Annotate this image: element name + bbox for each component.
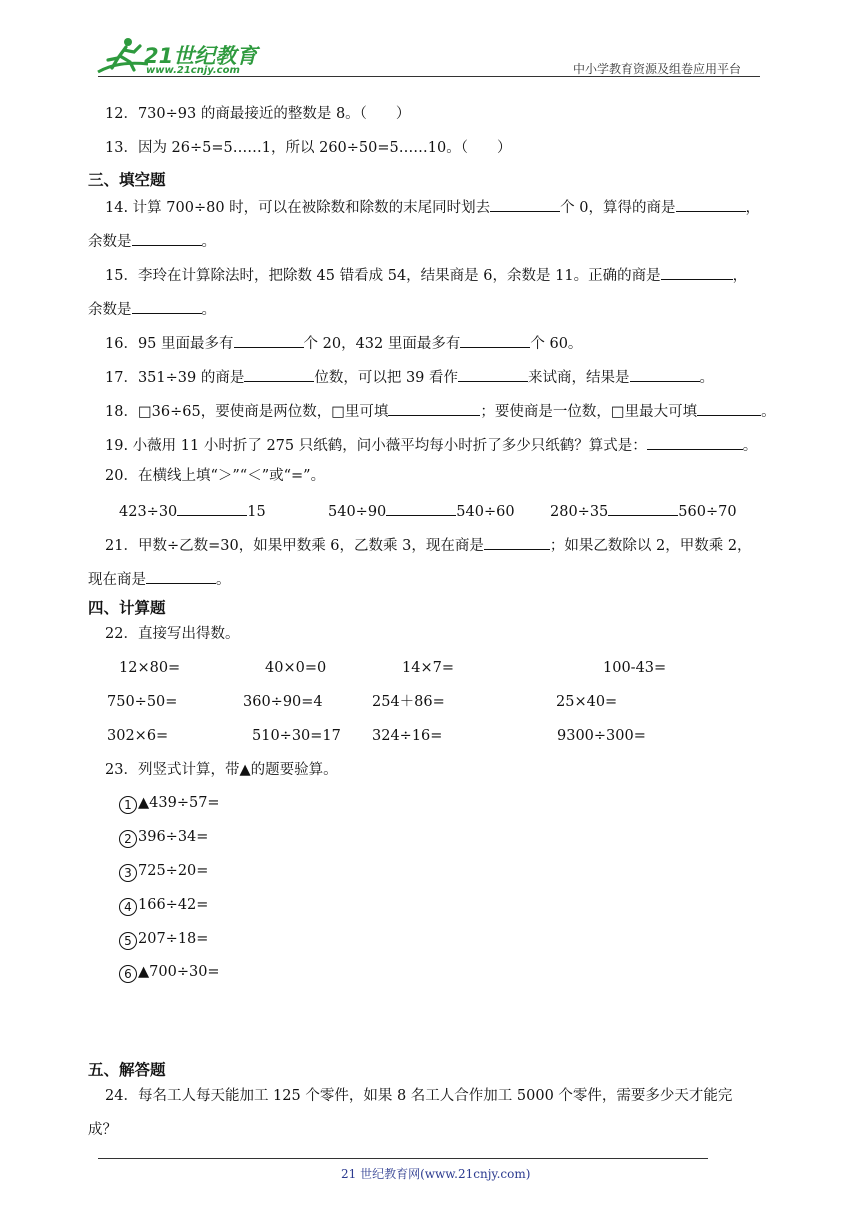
circled-number: 3 bbox=[119, 864, 137, 882]
answer-blank[interactable] bbox=[697, 400, 761, 416]
calc-item: 40×0=0 bbox=[265, 660, 327, 676]
calc-item: 9300÷300= bbox=[557, 728, 646, 744]
vertical-calc-item bbox=[119, 793, 220, 814]
question-16-text-c: 个 60。 bbox=[530, 336, 583, 352]
calc-item: 750÷50= bbox=[107, 694, 178, 710]
answer-blank[interactable] bbox=[661, 264, 733, 280]
circled-number: 5 bbox=[119, 932, 137, 950]
calc-item: 100-43= bbox=[603, 660, 667, 676]
vertical-calc-item bbox=[119, 895, 208, 916]
platform-name: 中小学教育资源及组卷应用平台 bbox=[573, 62, 742, 76]
question-24-line-1: 24．每名工人每天能加工 125 个零件，如果 8 名工人合作加工 5000 个零件，需要多少天才能完 bbox=[105, 1088, 733, 1104]
vertical-calc-text: 396÷34= bbox=[138, 829, 209, 845]
question-12: 12．730÷93 的商最接近的整数是 8。（ ） bbox=[105, 106, 411, 122]
question-14-text-b: 个 0，算得的商是 bbox=[560, 200, 676, 216]
question-14-text-c: ， bbox=[745, 200, 761, 216]
question-15-text-b: ， bbox=[732, 268, 748, 284]
vertical-calc-text: 725÷20= bbox=[138, 863, 209, 879]
vertical-calc-text: ▲700÷30= bbox=[138, 964, 220, 980]
question-18-text-c: 。 bbox=[761, 404, 776, 420]
question-21-text-a: 21．甲数÷乙数=30，如果甲数乘 6，乙数乘 3，现在商是 bbox=[105, 538, 484, 554]
circled-number: 4 bbox=[119, 898, 137, 916]
vertical-calc-item bbox=[119, 827, 208, 848]
answer-blank[interactable] bbox=[146, 568, 216, 584]
question-16 bbox=[105, 332, 582, 354]
calc-item: 324÷16= bbox=[372, 728, 443, 744]
question-20-title: 20．在横线上填“＞”“＜”或“=”。 bbox=[105, 468, 326, 484]
question-21-text-b: ；如果乙数除以 2，甲数乘 2， bbox=[549, 538, 752, 554]
calc-item: 25×40= bbox=[556, 694, 618, 710]
answer-blank[interactable] bbox=[132, 298, 202, 314]
answer-blank[interactable] bbox=[244, 366, 314, 382]
site-logo bbox=[94, 34, 264, 78]
question-13: 13．因为 26÷5=5……1，所以 260÷50=5……10。（ ） bbox=[105, 140, 512, 156]
question-14-line-1 bbox=[105, 196, 760, 218]
calc-item: 12×80= bbox=[119, 660, 181, 676]
answer-blank[interactable] bbox=[234, 332, 304, 348]
question-19-text-a: 19. 小薇用 11 小时折了 275 只纸鹤，问小薇平均每小时折了多少只纸鹤？算式是： bbox=[105, 438, 647, 454]
compare-left: 423÷30 bbox=[119, 504, 178, 520]
question-17-text-b: 位数，可以把 39 看作 bbox=[314, 370, 459, 386]
question-17 bbox=[105, 366, 714, 388]
circled-number: 6 bbox=[119, 965, 137, 983]
question-15-line-2 bbox=[88, 298, 216, 320]
vertical-calc-item bbox=[119, 929, 208, 950]
compare-left: 540÷90 bbox=[328, 504, 387, 520]
question-18-text-b: ；要使商是一位数，□里最大可填 bbox=[480, 404, 698, 420]
calc-item: 14×7= bbox=[402, 660, 454, 676]
answer-blank[interactable] bbox=[458, 366, 528, 382]
answer-blank[interactable] bbox=[460, 332, 530, 348]
question-14-text-a: 14. 计算 700÷80 时，可以在被除数和除数的末尾同时划去 bbox=[105, 200, 491, 216]
circled-number: 2 bbox=[119, 830, 137, 848]
vertical-calc-text: ▲439÷57= bbox=[138, 795, 220, 811]
question-15-line-1 bbox=[105, 264, 747, 286]
question-15-text-a: 15．李玲在计算除法时，把除数 45 错看成 54，结果商是 6，余数是 11。正确的商是 bbox=[105, 268, 661, 284]
question-16-text-b: 个 20，432 里面最多有 bbox=[303, 336, 461, 352]
vertical-calc-text: 207÷18= bbox=[138, 931, 209, 947]
question-14-line-2 bbox=[88, 230, 216, 252]
question-15-text-c: 余数是 bbox=[88, 302, 132, 318]
answer-blank[interactable] bbox=[386, 500, 456, 516]
answer-blank[interactable] bbox=[132, 230, 202, 246]
compare-right: 560÷70 bbox=[678, 504, 737, 520]
calc-item: 510÷30=17 bbox=[252, 728, 341, 744]
answer-blank[interactable] bbox=[484, 534, 550, 550]
question-21-line-2 bbox=[88, 568, 231, 590]
question-14-text-d: 余数是 bbox=[88, 234, 132, 250]
question-17-text-a: 17．351÷39 的商是 bbox=[105, 370, 245, 386]
question-17-text-d: 。 bbox=[699, 370, 715, 386]
answer-blank[interactable] bbox=[676, 196, 746, 212]
compare-left: 280÷35 bbox=[550, 504, 609, 520]
compare-item bbox=[328, 500, 515, 522]
question-21-text-d: 。 bbox=[216, 572, 231, 588]
question-15-text-d: 。 bbox=[201, 302, 216, 318]
answer-blank[interactable] bbox=[490, 196, 560, 212]
logo-sub-text: www.21cnjy.com bbox=[146, 65, 240, 76]
question-18-text-a: 18．□36÷65，要使商是两位数，□里可填 bbox=[105, 404, 389, 420]
question-24-line-2: 成？ bbox=[88, 1122, 117, 1138]
section-calculation-heading: 四、计算题 bbox=[88, 599, 166, 617]
vertical-calc-item bbox=[119, 962, 220, 983]
section-word-problems-heading: 五、解答题 bbox=[88, 1061, 166, 1079]
answer-blank[interactable] bbox=[388, 400, 480, 416]
answer-blank[interactable] bbox=[647, 434, 743, 450]
question-18 bbox=[105, 400, 776, 422]
answer-blank[interactable] bbox=[177, 500, 247, 516]
compare-item bbox=[550, 500, 737, 522]
question-21-line-1 bbox=[105, 534, 752, 556]
header-divider bbox=[98, 76, 760, 77]
question-17-text-c: 来试商，结果是 bbox=[528, 370, 630, 386]
question-19 bbox=[105, 434, 757, 456]
question-14-text-e: 。 bbox=[201, 234, 216, 250]
answer-blank[interactable] bbox=[630, 366, 700, 382]
footer-link[interactable]: 21 世纪教育网(www.21cnjy.com) bbox=[341, 1167, 531, 1181]
question-23-title: 23．列竖式计算，带▲的题要验算。 bbox=[105, 762, 338, 778]
calc-item: 254＋86= bbox=[372, 694, 445, 710]
compare-right: 15 bbox=[247, 504, 266, 520]
section-fill-in-heading: 三、填空题 bbox=[88, 171, 166, 189]
question-21-text-c: 现在商是 bbox=[88, 572, 146, 588]
calc-item: 360÷90=4 bbox=[243, 694, 323, 710]
question-16-text-a: 16．95 里面最多有 bbox=[105, 336, 234, 352]
logo-main-text: 21世纪教育 bbox=[144, 44, 258, 68]
compare-item bbox=[119, 500, 266, 522]
calc-item: 302×6= bbox=[107, 728, 169, 744]
footer-divider bbox=[98, 1158, 708, 1159]
circled-number: 1 bbox=[119, 796, 137, 814]
vertical-calc-item bbox=[119, 861, 208, 882]
compare-right: 540÷60 bbox=[456, 504, 515, 520]
question-22-title: 22．直接写出得数。 bbox=[105, 626, 240, 642]
vertical-calc-text: 166÷42= bbox=[138, 897, 209, 913]
answer-blank[interactable] bbox=[608, 500, 678, 516]
question-19-text-b: 。 bbox=[742, 438, 758, 454]
